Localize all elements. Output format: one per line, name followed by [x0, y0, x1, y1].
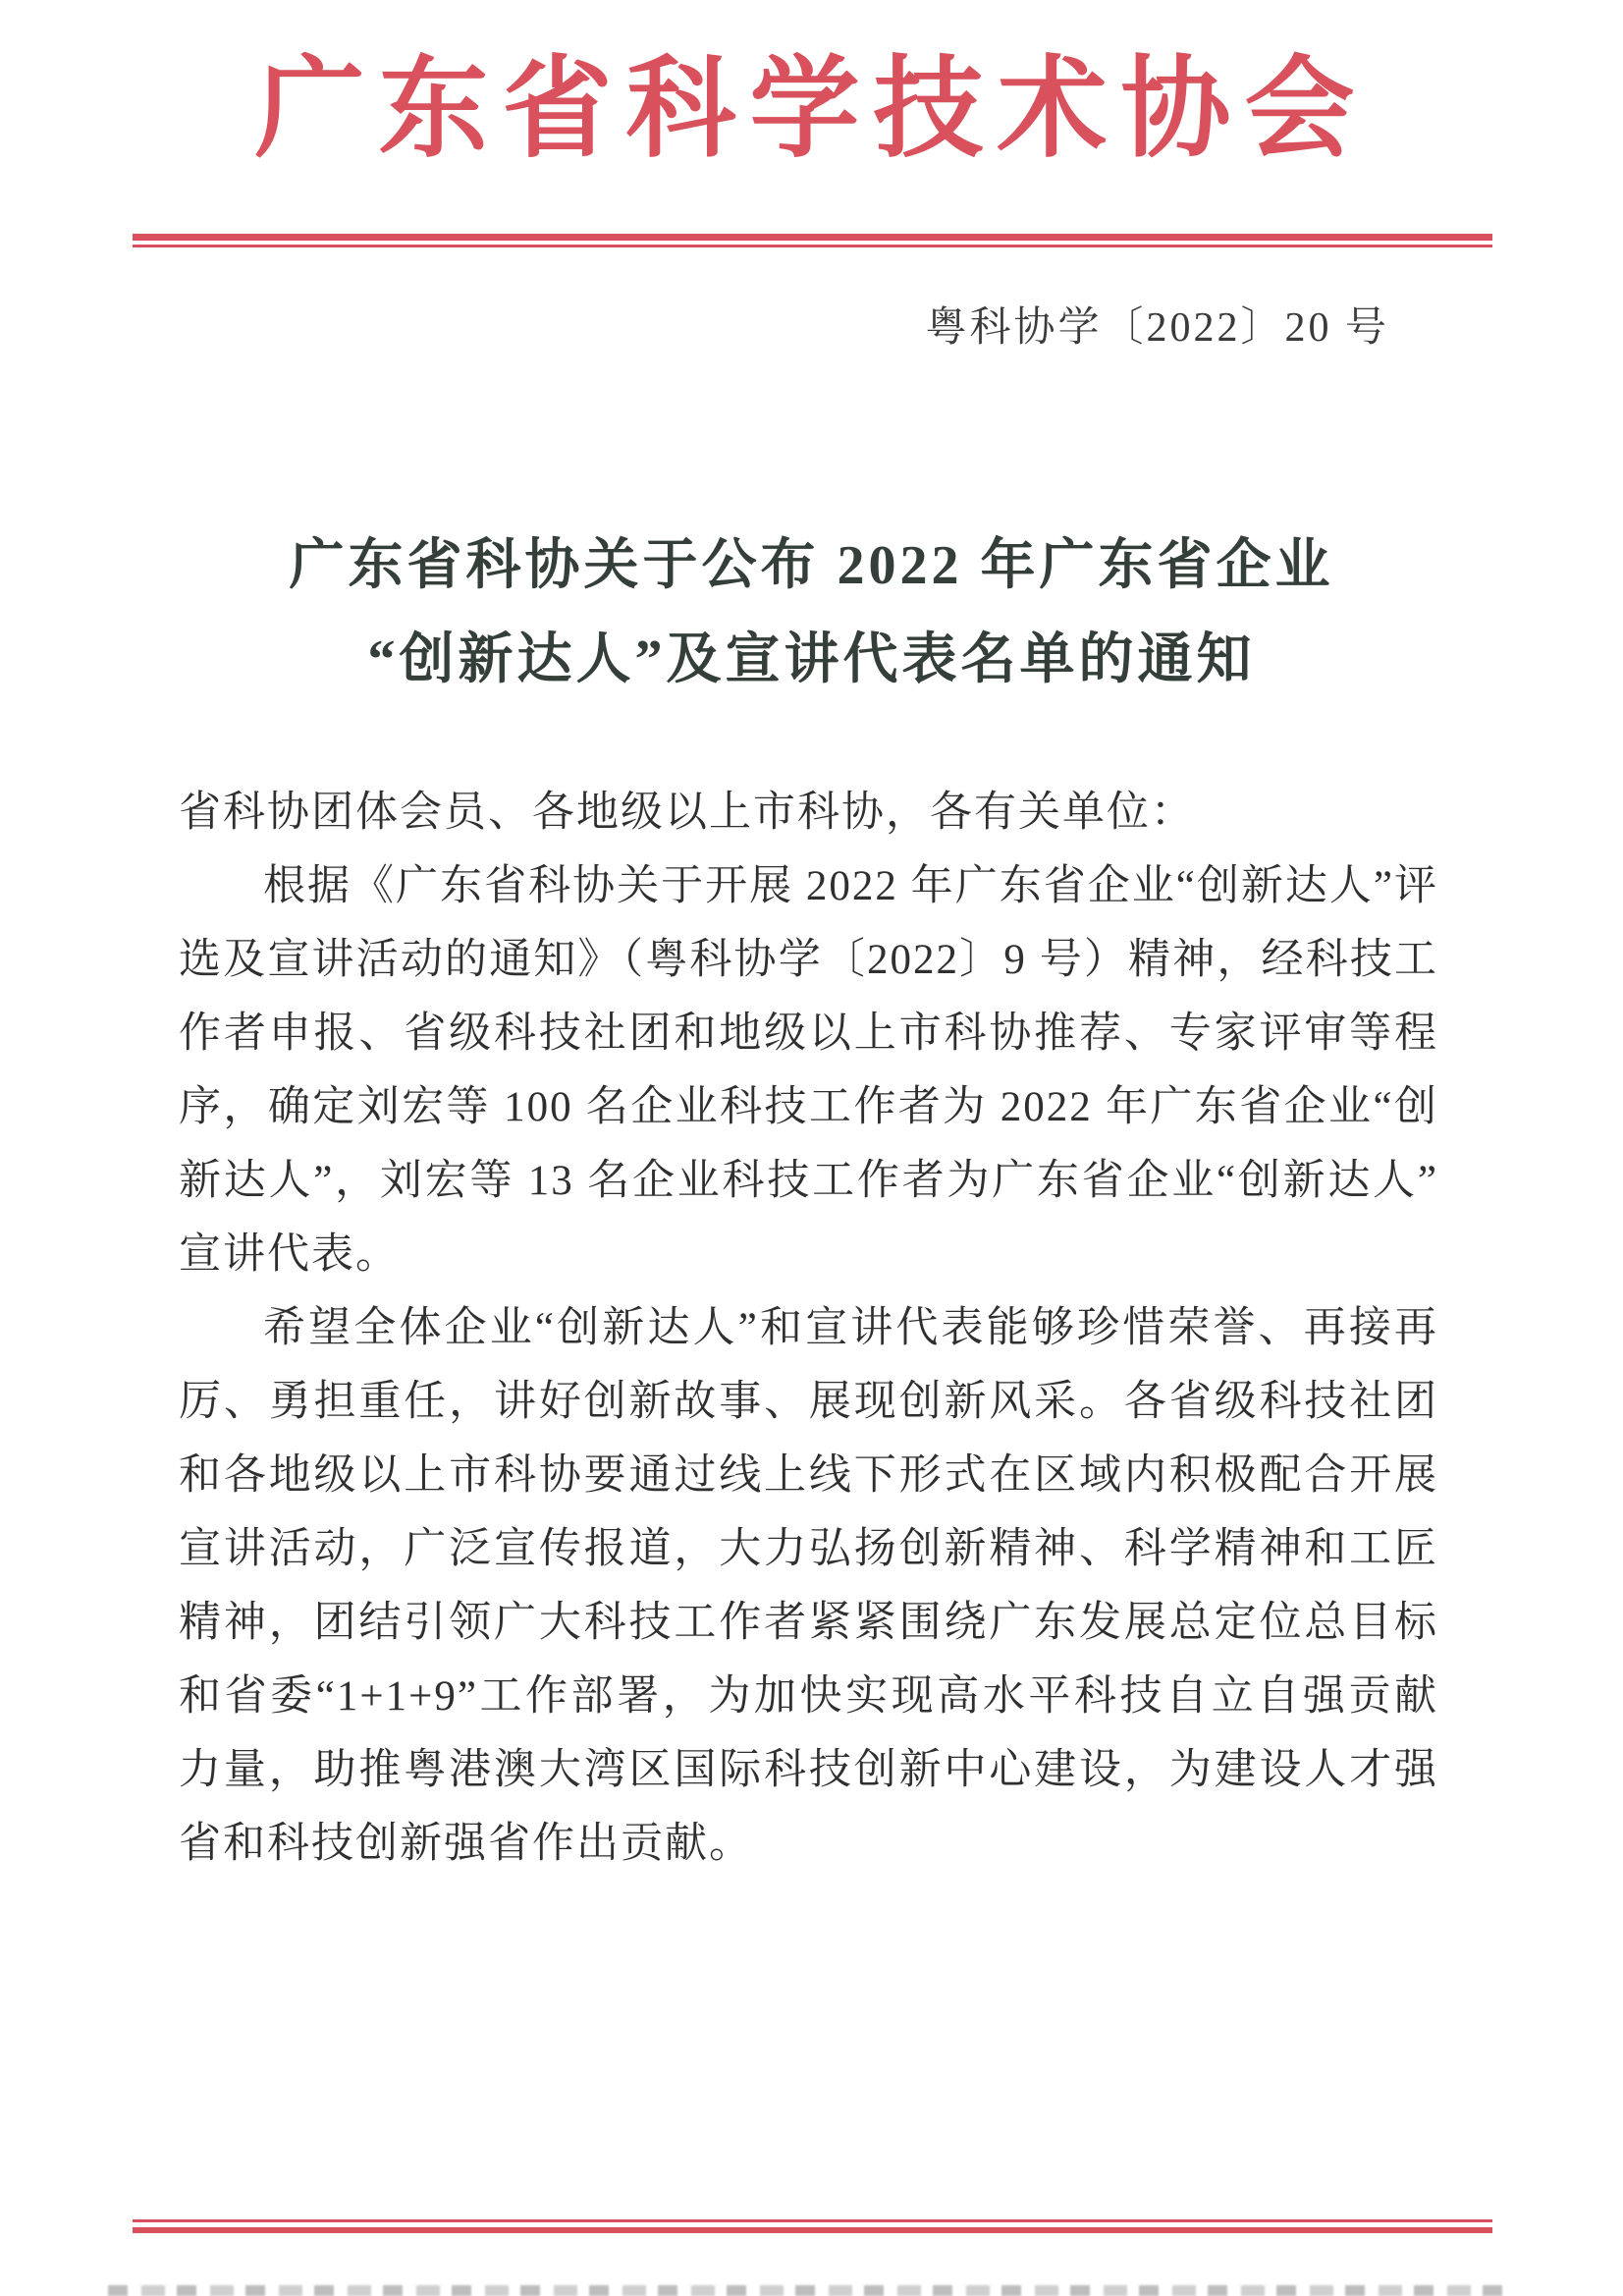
document-title-line1: 广东省科协关于公布 2022 年广东省企业 [289, 535, 1334, 596]
cutoff-next-page-text [108, 2285, 1505, 2296]
letterhead-rule-thick [133, 234, 1492, 241]
document-title-line2: “创新达人”及宣讲代表名单的通知 [367, 629, 1256, 690]
footer-double-rule [133, 2219, 1492, 2233]
body-paragraph: 希望全体企业“创新达人”和宣讲代表能够珍惜荣誉、再接再厉、勇担重任，讲好创新故事、展现创新风采。各省级科技社团和各地级以上市科协要通过线上线下形式在区域内积极配合开展宣讲活动，广泛宣传报道，大力弘扬创新精神、科学精神和工匠精神，团结引领广大科技工作者紧紧围绕广东发展总定位总目标和省委“1+1+9”工作部署，为加快实现高水平科技自立自强贡献力量，助推粤港澳大湾区国际科技创新中心建设，为建设人才强省和科技创新强省作出贡献。 [179, 1305, 1438, 1867]
body-paragraphs [179, 849, 1438, 1881]
document-number: 粤科协学〔2022〕20 号 [925, 305, 1389, 351]
document-title [0, 519, 1623, 707]
salutation-line: 省科协团体会员、各地级以上市科协，各有关单位： [179, 790, 1195, 836]
body-paragraph: 根据《广东省科协关于开展 2022 年广东省企业“创新达人”评选及宣讲活动的通知》（粤科协学〔2022〕9 号）精神，经科技工作者申报、省级科技社团和地级以上市科协推荐、专家评审等程序，确定刘宏等 100 名企业科技工作者为 2022 年广东省企业“创新达人”，刘宏等 13 名企业科技工作者为广东省企业“创新达人”宣讲代表。 [179, 863, 1438, 1278]
footer-rule-thick [133, 2227, 1492, 2233]
document-body [179, 776, 1438, 1881]
letterhead-double-rule [133, 234, 1492, 247]
letterhead-org-name: 广东省科学技术协会 [254, 49, 1369, 171]
letterhead-rule-thin [133, 245, 1492, 247]
